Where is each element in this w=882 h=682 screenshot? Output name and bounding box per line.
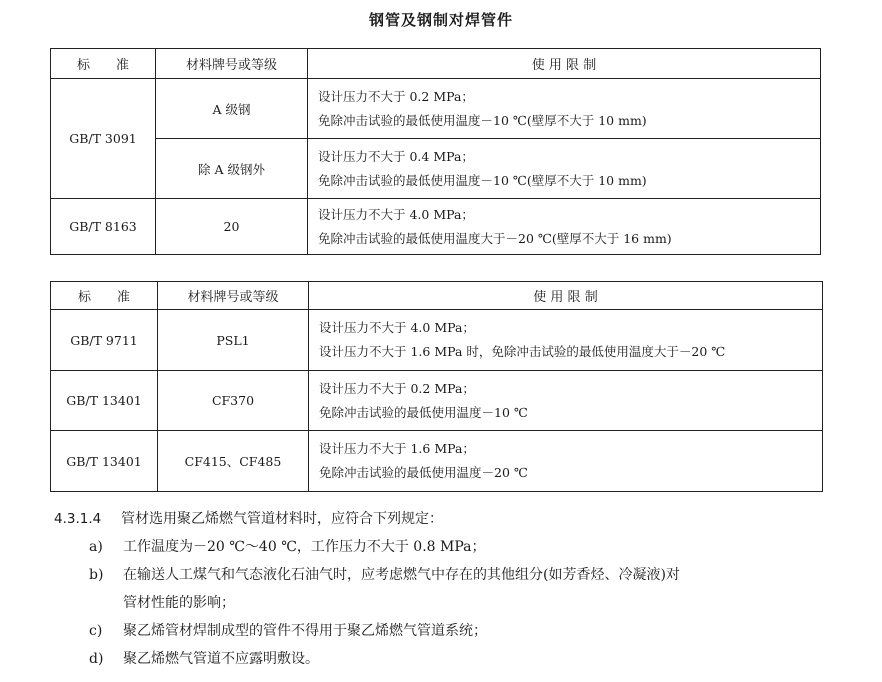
page-title: 钢管及钢制对焊管件	[368, 11, 513, 29]
limits-cell	[309, 310, 823, 371]
limit-line: 设计压力不大于 1.6 MPa 时，免除冲击试验的最低使用温度大于－20 ℃	[319, 344, 726, 359]
header-limits: 使 用 限 制	[308, 49, 821, 79]
limits-cell	[309, 431, 823, 492]
limit-line: 设计压力不大于 0.2 MPa；	[318, 88, 474, 104]
limit-line: 设计压力不大于 0.2 MPa；	[319, 380, 475, 396]
list-item-text-continued: 管材性能的影响；	[123, 595, 235, 611]
list-item-label: b)	[89, 567, 104, 583]
grade-cell: PSL1	[158, 310, 309, 371]
list-item-label: d)	[89, 651, 104, 667]
header-standard: 标 准	[51, 282, 158, 310]
limit-line: 设计压力不大于 4.0 MPa；	[318, 206, 474, 222]
limit-line: 免除冲击试验的最低使用温度－10 ℃(壁厚不大于 10 mm)	[318, 172, 647, 188]
standard-cell: GB/T 13401	[51, 371, 158, 431]
steel-pipe-table-2	[50, 281, 823, 492]
limit-line: 免除冲击试验的最低使用温度大于－20 ℃(壁厚不大于 16 mm)	[318, 230, 672, 246]
standard-cell: GB/T 9711	[51, 310, 158, 371]
header-standard: 标 准	[51, 49, 156, 79]
list-item-text: 聚乙烯管材焊制成型的管件不得用于聚乙烯燃气管道系统；	[123, 623, 487, 639]
standard-cell: GB/T 13401	[51, 431, 158, 492]
list-item-label: c)	[89, 623, 103, 639]
limit-line: 设计压力不大于 1.6 MPa；	[319, 441, 475, 456]
limit-line: 免除冲击试验的最低使用温度－10 ℃(壁厚不大于 10 mm)	[318, 112, 647, 128]
limit-line: 免除冲击试验的最低使用温度－10 ℃	[319, 404, 528, 420]
clause-text: 管材选用聚乙烯燃气管道材料时，应符合下列规定：	[121, 511, 443, 527]
standard-cell: GB/T 3091	[51, 79, 156, 199]
limits-cell	[308, 199, 821, 255]
standard-cell: GB/T 8163	[51, 199, 156, 255]
limit-line: 免除冲击试验的最低使用温度－20 ℃	[319, 465, 528, 480]
grade-cell: CF370	[158, 371, 309, 431]
header-grade: 材料牌号或等级	[156, 49, 308, 79]
list-item-label: a)	[89, 539, 103, 555]
steel-pipe-table-1	[50, 48, 821, 255]
limits-cell	[309, 371, 823, 431]
limits-cell	[308, 79, 821, 139]
limit-line: 设计压力不大于 0.4 MPa；	[318, 148, 474, 164]
header-limits: 使 用 限 制	[309, 282, 823, 310]
grade-cell: A 级钢	[156, 79, 308, 139]
limits-cell	[308, 139, 821, 199]
list-item-text: 工作温度为－20 ℃～40 ℃，工作压力不大于 0.8 MPa；	[123, 539, 486, 555]
grade-cell: 20	[156, 199, 308, 255]
list-item-text: 在输送人工煤气和气态液化石油气时，应考虑燃气中存在的其他组分(如芳香烃、冷凝液)对	[123, 567, 680, 583]
grade-cell: CF415、CF485	[158, 431, 309, 492]
grade-cell: 除 A 级钢外	[156, 139, 308, 199]
list-item-text: 聚乙烯燃气管道不应露明敷设。	[123, 651, 319, 667]
limit-line: 设计压力不大于 4.0 MPa；	[319, 320, 475, 335]
header-grade: 材料牌号或等级	[158, 282, 309, 310]
clause-number: 4.3.1.4	[54, 511, 102, 527]
